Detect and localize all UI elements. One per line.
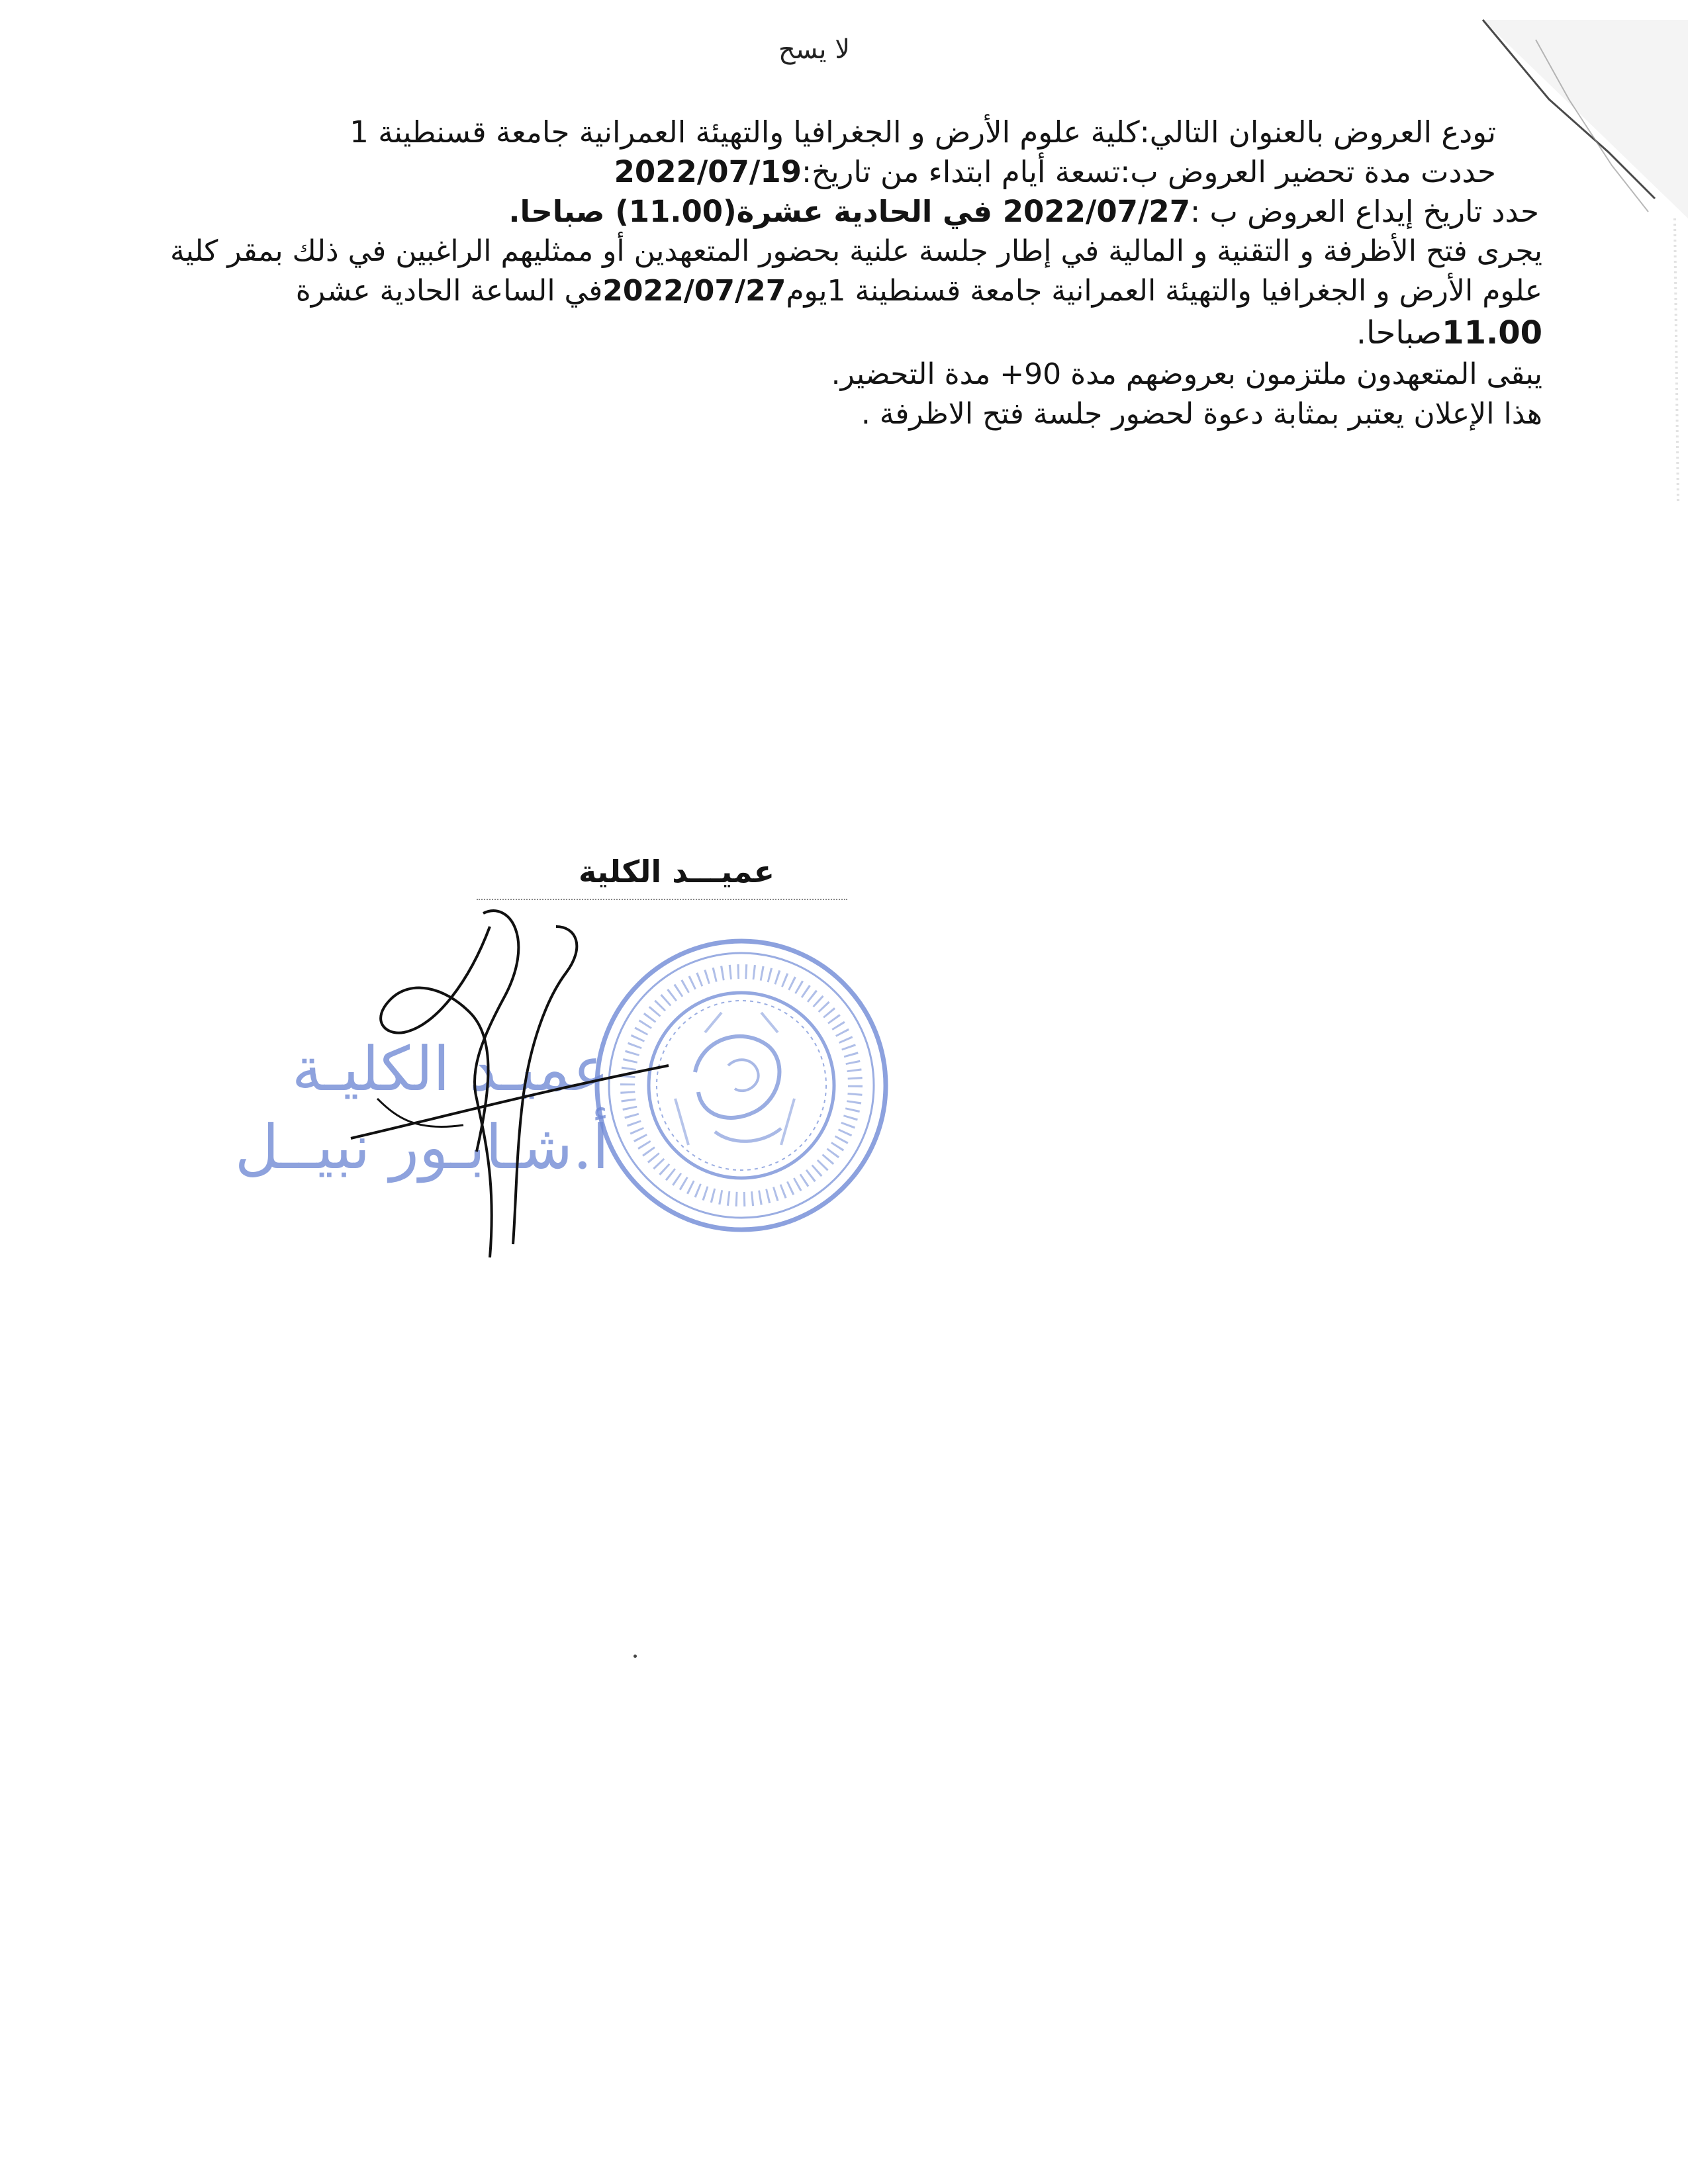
name-stamp-title: عميـد الكليـة [291,1034,609,1105]
submission-date-line [99,192,1542,232]
preparation-start-date: 2022/07/19 [614,154,802,189]
signature-area [234,854,940,1317]
opening-time-suffix: صباحا. [1356,314,1442,351]
address-line: تودع العروض بالعنوان التالي:كلية علوم الأرض و الجغرافيا والتهيئة العمرانية جامعة قسنطينة 1 [350,114,1496,150]
opening-date-value: 2022/07/27 [602,274,786,308]
submission-date-value: 2022/07/27 في الحادية عشرة(11.00) صباحا. [508,194,1191,229]
opening-location-text: علوم الأرض و الجغرافيا والتهيئة العمرانية جامعة قسنطينة 1يوم [786,274,1542,308]
validity-line: يبقى المتعهدون ملتزمون بعروضهم مدة 90+ مدة التحضير. [831,357,1542,391]
opening-time-value: 11.00 [1442,314,1542,351]
submission-date-text: حدد تاريخ إيداع العروض ب : [1190,194,1539,229]
name-stamp-name: أ.شـابـور نبيــل [234,1112,609,1183]
scan-speck [633,1655,637,1658]
handwritten-signature [338,900,682,1271]
preparation-period-line [99,152,1542,192]
opening-time-text: في الساعة الحادية عشرة [295,274,603,308]
invitation-line: هذا الإعلان يعتبر بمثابة دعوة لحضور جلسة فتح الاظرفة . [861,397,1542,431]
header-word: لا يسح [778,34,851,65]
dean-title-text: عميـــد الكلية [578,854,774,889]
opening-location-line [99,271,1542,311]
opening-session-line: يجرى فتح الأظرفة و التقنية و المالية في إطار جلسة علنية بحضور المتعهدين أو ممثليهم الراغبين في ذلك بمقر كلية [169,234,1542,268]
opening-time-line [99,311,1542,355]
preparation-period-text: حددت مدة تحضير العروض ب:تسعة أيام ابتداء من تاريخ: [801,154,1496,189]
dean-title [510,854,774,889]
announcement-body [99,113,1542,434]
